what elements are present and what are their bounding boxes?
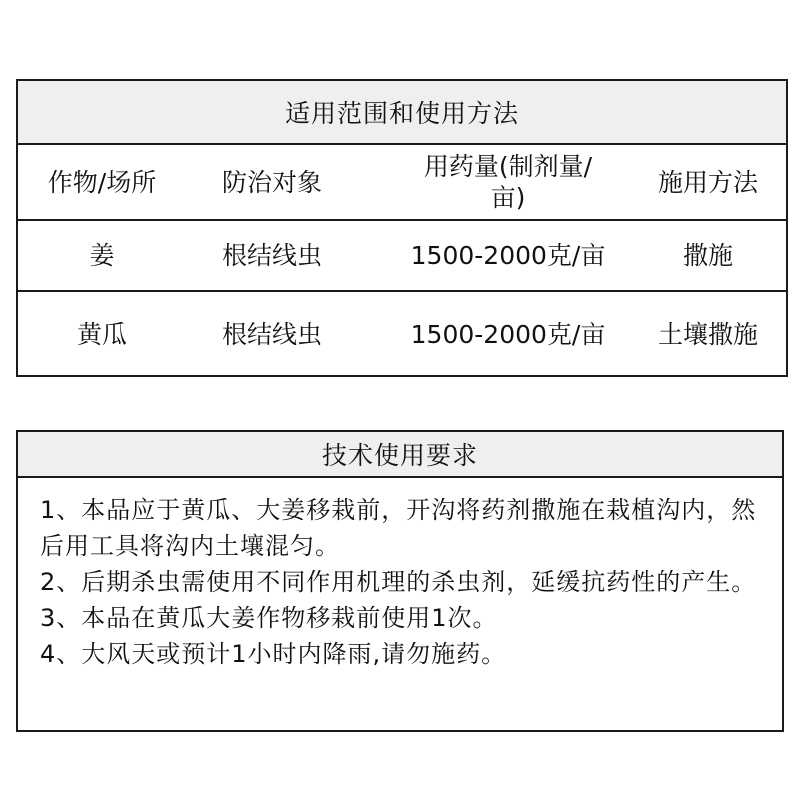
header-dosage-label: 用药量(制剂量/亩) (423, 152, 593, 212)
row-1-target: 根结线虫 (221, 241, 322, 270)
row-2-target: 根结线虫 (221, 319, 322, 349)
list-item: 1、本品应于黄瓜、大姜移栽前，开沟将药剂撒施在栽植沟内，然后用工具将沟内土壤混匀。 (40, 496, 757, 560)
header-dosage (388, 145, 628, 219)
row-2-method: 土壤撒施 (657, 319, 758, 349)
list-item: 3、本品在黄瓜大姜作物移栽前使用1次。 (40, 604, 498, 632)
usage-table (16, 79, 788, 377)
header-target: 防治对象 (221, 167, 322, 197)
header-crop: 作物/场所 (47, 167, 157, 197)
table-row (18, 292, 786, 376)
row-2-dosage: 1500-2000克/亩 (410, 319, 606, 349)
tech-requirements-title: 技术使用要求 (18, 432, 782, 478)
usage-table-title: 适用范围和使用方法 (18, 81, 786, 145)
list-item: 2、后期杀虫需使用不同作用机理的杀虫剂，延缓抗药性的产生。 (40, 568, 757, 596)
usage-table-header-row (18, 145, 786, 221)
list-item: 4、大风天或预计1小时内降雨,请勿施药。 (40, 640, 507, 668)
header-method: 施用方法 (657, 167, 758, 197)
row-1-crop: 姜 (89, 241, 115, 270)
tech-requirements-list (18, 478, 782, 672)
row-1-method: 撒施 (682, 241, 733, 270)
row-2-crop: 黄瓜 (76, 319, 127, 349)
tech-requirements-box (16, 430, 784, 732)
table-row (18, 221, 786, 292)
row-1-dosage: 1500-2000克/亩 (410, 241, 606, 270)
